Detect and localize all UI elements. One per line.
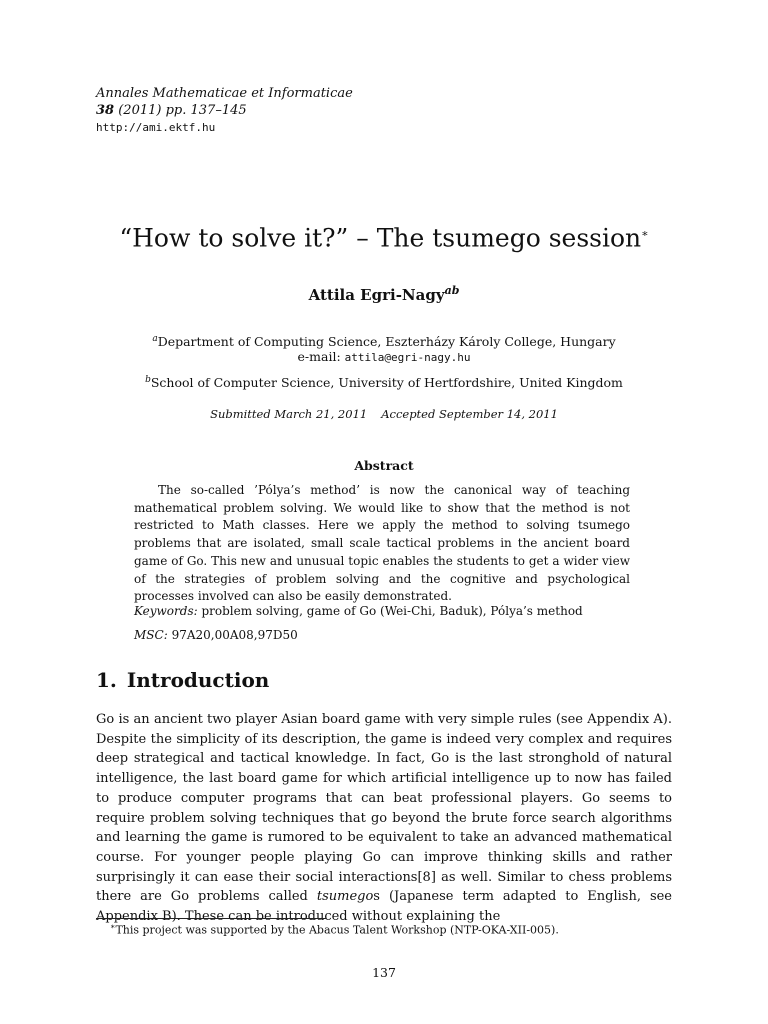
footnote-rule — [96, 918, 326, 919]
paper-title-line — [0, 218, 768, 254]
journal-info — [96, 85, 353, 136]
journal-url[interactable]: http://ami.ektf.hu — [96, 121, 216, 134]
dates-line — [0, 407, 768, 421]
submitted-date: Submitted March 21, 2011 — [210, 407, 368, 421]
abstract-text: The so-called ’Pólya’s method’ is now the canonical way of teaching mathematical problem solving. We would like to show that the method is not restricted to Math classes. Here we apply the method to solving tsumego problems that are isolated, small scale tactical problems in the ancient board game of Go. This new and unusual topic enables the students to get a wider view of the strategies of problem solving and the cognitive and psychological processes involved can also be easily demonstrated. — [134, 483, 630, 604]
affil-text-a: Department of Computing Science, Eszterházy Károly College, Hungary — [157, 334, 616, 350]
title-footnote-mark: ∗ — [641, 227, 649, 240]
journal-name: Annales Mathematicae et Informaticae — [96, 86, 353, 101]
email-address[interactable]: attila@egri-nagy.hu — [344, 351, 471, 364]
journal-issue-pages: (2011) pp. 137–145 — [118, 103, 247, 118]
section-heading — [96, 668, 269, 692]
msc-label: MSC: — [134, 628, 168, 642]
abstract-heading: Abstract — [354, 458, 414, 473]
journal-volume-line — [96, 102, 353, 119]
affiliation-b — [0, 372, 768, 391]
email-line — [0, 348, 768, 366]
intro-paragraph — [96, 710, 672, 927]
intro-text-2: s (Japanese term adapted to English, see Appendix B). These can be introduced without explaining the — [96, 889, 672, 925]
page-number: 137 — [372, 965, 396, 980]
paper-title: “How to solve it?” – The tsumego session — [119, 223, 642, 253]
author-line — [0, 284, 768, 304]
section-title: Introduction — [126, 668, 270, 692]
affil-mark-a: a — [152, 334, 158, 344]
keywords-label: Keywords: — [134, 604, 198, 618]
footnote — [110, 922, 559, 937]
affil-mark-b: b — [145, 375, 151, 385]
journal-volume: 38 — [96, 103, 115, 118]
accepted-date: Accepted September 14, 2011 — [381, 407, 558, 421]
email-label: e-mail: — [297, 349, 341, 364]
msc-text: 97A20,00A08,97D50 — [171, 628, 298, 642]
footnote-mark: ∗ — [110, 922, 116, 931]
msc-line — [134, 628, 634, 642]
keywords-line — [134, 604, 634, 618]
intro-emphasis: tsumego — [316, 889, 374, 905]
author-affil-marks: ab — [444, 284, 460, 297]
affil-text-b: School of Computer Science, University of Hertfordshire, United Kingdom — [150, 375, 623, 391]
intro-text-1: Go is an ancient two player Asian board game with very simple rules (see Appendix A). Despite the simplicity of its description, the game is indeed very complex and requires deep strategical and tactical knowledge. In fact, Go is the last stronghold of natural intelligence, the last board game for which artificial intelligence up to now has failed to produce computer programs that can beat professional players. Go seems to require problem solving techniques that go beyond the brute force search algorithms and learning the game is rumored to be equivalent to take an advanced mathematical course. For younger people playing Go can improve thinking skills and rather surprisingly it can ease their social interactions[8] as well. Similar to chess problems there are Go problems called — [96, 712, 672, 905]
footnote-text: This project was supported by the Abacus Talent Workshop (NTP-OKA-XII-005). — [115, 923, 559, 937]
author-name: Attila Egri-Nagy — [308, 286, 445, 304]
keywords-text: problem solving, game of Go (Wei-Chi, Baduk), Pólya’s method — [201, 604, 583, 618]
section-number: 1. — [96, 668, 117, 692]
